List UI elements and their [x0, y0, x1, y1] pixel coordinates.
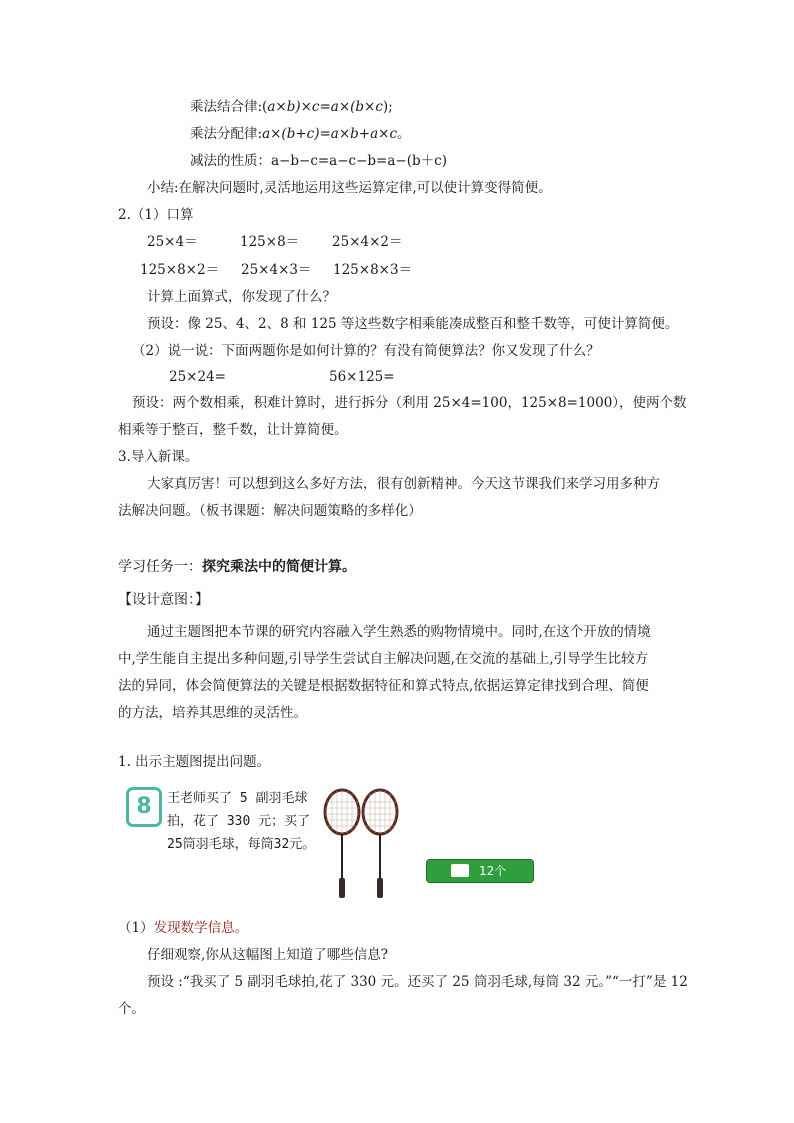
part2-sub2: （2）说一说：下面两题你是如何计算的？有没有简便算法？你又发现了什么？ [132, 343, 600, 359]
problem-number-badge: 8 [126, 787, 162, 827]
summary-text: 小结:在解决问题时,灵活地运用这些运算定律,可以使计算变得简便。 [147, 180, 552, 196]
calc-125x8x3: 125×8×3＝ [333, 262, 413, 278]
intent-heading: 【设计意图：】 [118, 592, 209, 608]
badminton-rackets-image [314, 788, 404, 900]
discover-question: 仔细观察,你从这幅图上知道了哪些信息? [147, 947, 389, 963]
calc-25x4: 25×4＝ [147, 234, 198, 250]
racket-icon [363, 790, 397, 898]
calc-25x4x3: 25×4×3＝ [241, 262, 312, 278]
law-associative [190, 97, 393, 117]
law-sub-expr: a−b−c=a−c−b=a−(b＋c) [271, 153, 447, 169]
law-subtraction [190, 151, 447, 171]
law-assoc-prefix: 乘法结合律:( [190, 99, 268, 115]
law-assoc-suffix: ); [382, 99, 393, 115]
shuttlecock-icon [451, 864, 469, 877]
intent-line4: 的方法，培养其思维的灵活性。 [118, 705, 307, 721]
problem-line1: 王老师买了 5 副羽毛球 [167, 791, 308, 806]
problem-line3: 25筒羽毛球，每筒32元。 [167, 837, 316, 852]
part3-line1: 大家真厉害！可以想到这么多好方法，很有创新精神。今天这节课我们来学习用多种方 [147, 476, 660, 492]
discover-preset-line1: 预设 :“我买了 5 副羽毛球拍,花了 330 元。还买了 25 筒羽毛球,每筒 32 元。”“一打”是 12 [147, 974, 688, 990]
part2-preset2-line1: 预设：两个数相乘，积难计算时，进行拆分（利用 25×4=100，125×8=1000），使两个数 [132, 395, 687, 411]
intent-line2: 中,学生能自主提出多种问题,引导学生尝试自主解决问题,在交流的基础上,引导学生比较方 [118, 651, 649, 667]
part3-line2: 法解决问题。（板书课题：解决问题策略的多样化） [118, 503, 422, 519]
calc-125x8: 125×8＝ [240, 234, 300, 250]
problem-line2: 拍，花了 330 元；买了 [167, 814, 311, 829]
part2-preset2-line2: 相乘等于整百，整千数，让计算简便。 [118, 422, 348, 438]
part2-question: 计算上面算式，你发现了什么？ [147, 289, 336, 305]
calc-56x125: 56×125= [329, 369, 395, 385]
discover-preset-line2: 个。 [118, 1001, 145, 1017]
calc-25x4x2: 25×4×2＝ [332, 234, 403, 250]
shuttlecock-tube [426, 859, 534, 883]
task-heading [118, 557, 356, 577]
step1-heading: 1. 出示主题图提出问题。 [118, 754, 271, 770]
part2-preset: 预设：像 25、4、2、8 和 125 等这些数字相乘能凑成整百和整千数等，可使计算简便。 [147, 316, 679, 332]
part2-heading: 2.（1）口算 [118, 207, 194, 223]
racket-icon [325, 790, 359, 898]
task-label: 学习任务一： [118, 559, 202, 575]
discover-heading-prefix: （1） [118, 920, 154, 936]
intent-line3: 法的异同，体会简便算法的关键是根据数据特征和算式特点,依据运算定律找到合理、简便 [118, 678, 649, 694]
intent-line1: 通过主题图把本节课的研究内容融入学生熟悉的购物情境中。同时,在这个开放的情境 [147, 624, 651, 640]
law-dist-prefix: 乘法分配律: [190, 126, 263, 142]
task-title: 探究乘法中的简便计算。 [202, 559, 356, 575]
discover-heading [118, 918, 248, 938]
law-sub-prefix: 减法的性质： [190, 153, 271, 169]
law-dist-expr: a×(b+c)=a×b+a×c [262, 126, 398, 142]
discover-heading-title: 发现数学信息。 [153, 920, 249, 936]
calc-125x8x2: 125×8×2＝ [140, 262, 220, 278]
law-assoc-expr: a×b)×c=a×(b×c [267, 99, 383, 115]
part3-heading: 3.导入新课。 [118, 449, 199, 465]
tube-label: 12个 [479, 864, 507, 878]
calc-25x24: 25×24= [169, 369, 226, 385]
law-distributive [190, 124, 411, 144]
law-dist-suffix: 。 [397, 126, 411, 142]
